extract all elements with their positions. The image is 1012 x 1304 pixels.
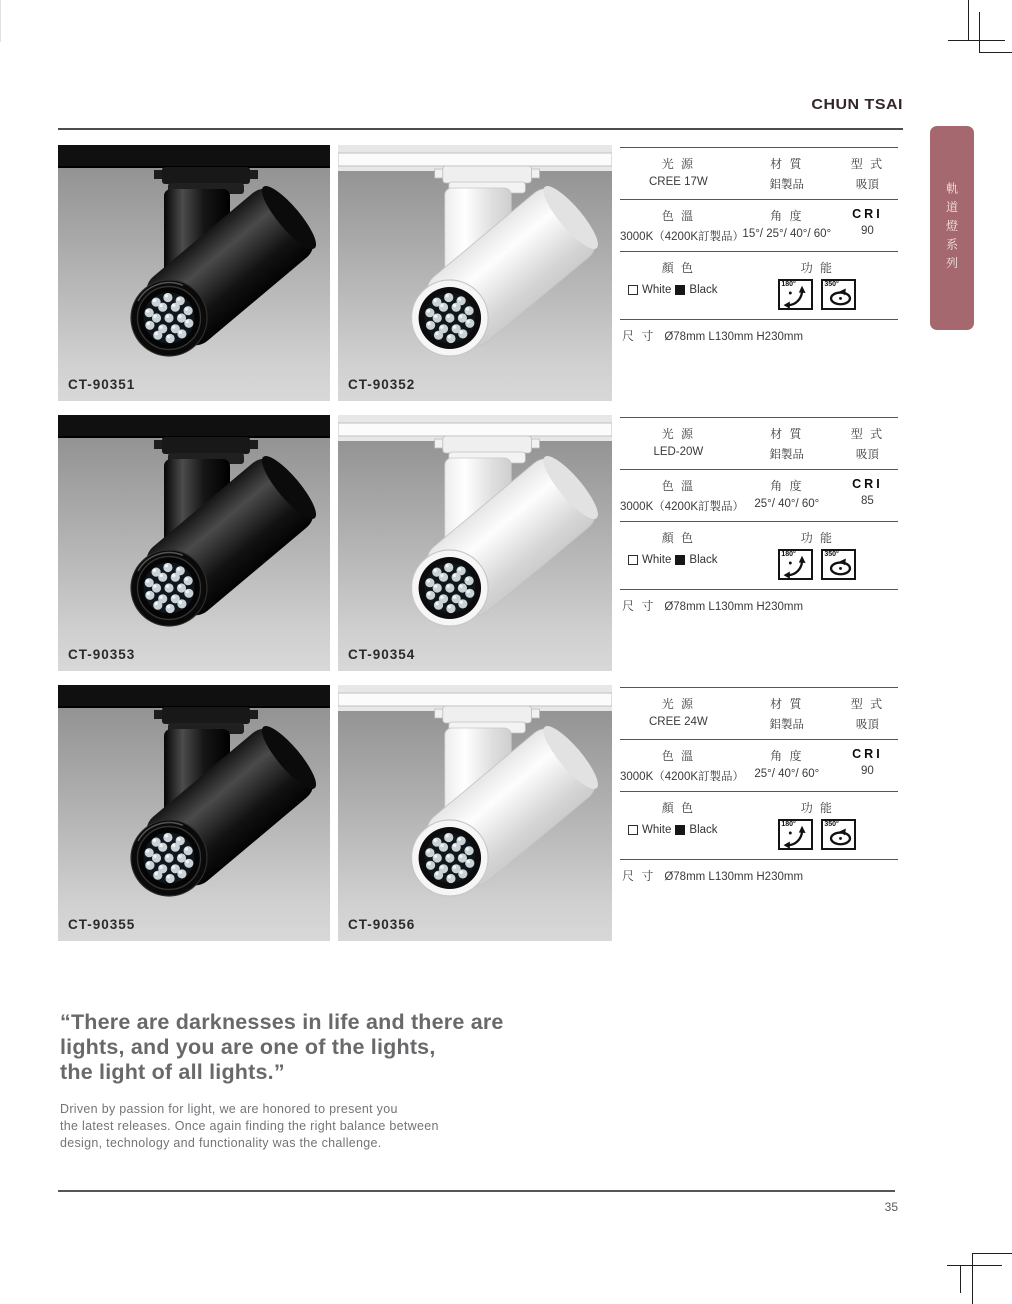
spec-row-dimension [620,860,898,891]
cri-label: CRI [852,747,883,761]
track-light-black-illustration [58,415,330,671]
white-checkbox [628,825,638,835]
quote-body-line: Driven by passion for light, we are honored to present you [60,1102,398,1116]
product-section-3 [0,685,1012,941]
product-photo-black [58,145,330,401]
product-code: CT-90352 [348,377,416,392]
black-label: Black [689,554,718,566]
black-checkbox [675,285,685,295]
color-temp-value: 3000K（4200K訂製品） [620,771,745,783]
crop-mark [972,1253,1012,1254]
quote-body-line: the latest releases. Once again finding the right balance between [60,1119,439,1133]
header-rule [58,128,903,130]
product-code: CT-90351 [68,377,136,392]
spec-row-temp [620,200,898,252]
color-label: 顏 色 [661,801,696,815]
crop-mark [947,1265,1002,1266]
product-section-1 [0,145,1012,401]
form-value: 吸頂 [855,179,879,191]
beam-angle-value: 25°/ 40°/ 60° [754,498,820,510]
black-label: Black [689,824,718,836]
spec-row-dimension [620,320,898,351]
material-label: 材 質 [770,697,804,711]
beam-angle-value: 25°/ 40°/ 60° [754,768,820,780]
black-label: Black [689,284,718,296]
white-label: White [642,824,672,836]
spec-row-dimension [620,590,898,621]
white-checkbox [628,285,638,295]
tilt-degree-label: 180° [781,281,796,288]
page-number: 35 [884,1200,898,1214]
light-source-label: 光 源 [661,427,696,441]
cri-label: CRI [852,477,883,491]
spec-row-source [620,148,898,200]
spec-table [620,687,898,891]
quote-line: “There are darknesses in life and there are [60,1010,504,1034]
dimension-value: Ø78mm L130mm H230mm [664,331,804,343]
color-label: 顏 色 [661,261,696,275]
tilt-180-icon [778,279,813,310]
quote-block [60,1010,620,1152]
spec-row-source [620,418,898,470]
product-photo-white [338,685,612,941]
white-label: White [642,284,672,296]
material-label: 材 質 [770,157,804,171]
product-photo-white [338,415,612,671]
product-code: CT-90356 [348,917,416,932]
product-code: CT-90355 [68,917,136,932]
rotate-350-icon [821,819,856,850]
material-label: 材 質 [770,427,804,441]
dimension-label: 尺 寸 [622,869,656,883]
quote-line: lights, and you are one of the lights, [60,1035,436,1059]
function-label: 功 能 [800,801,835,815]
tilt-degree-label: 180° [781,821,796,828]
color-label: 顏 色 [661,531,696,545]
black-checkbox [675,825,685,835]
track-light-black-illustration [58,685,330,941]
left-edge-mark [0,0,1,42]
light-source-value: CREE 17W [648,176,708,188]
material-value: 鋁製品 [769,179,805,191]
rotate-350-icon [821,279,856,310]
dimension-label: 尺 寸 [622,329,656,343]
form-label: 型 式 [850,697,885,711]
material-value: 鋁製品 [769,719,805,731]
form-label: 型 式 [850,157,885,171]
spec-row-color-function [620,522,898,590]
light-source-value: CREE 24W [648,716,708,728]
quote-line: the light of all lights.” [60,1060,285,1084]
dimension-value: Ø78mm L130mm H230mm [664,871,804,883]
rotate-350-icon [821,549,856,580]
tilt-180-icon [778,819,813,850]
black-checkbox [675,555,685,565]
form-label: 型 式 [850,427,885,441]
rotate-degree-label: 350° [824,821,839,828]
light-source-label: 光 源 [661,697,696,711]
cri-value: 90 [861,225,874,237]
beam-angle-value: 15°/ 25°/ 40°/ 60° [742,228,832,240]
dimension-label: 尺 寸 [622,599,656,613]
brand-logo: CHUN TSAI [811,96,903,113]
form-value: 吸頂 [855,449,879,461]
color-temp-label: 色 溫 [661,209,696,223]
beam-angle-label: 角 度 [770,749,804,763]
track-light-white-illustration [338,685,612,941]
color-temp-label: 色 溫 [661,479,696,493]
color-temp-value: 3000K（4200K訂製品） [620,501,745,513]
crop-mark [960,1265,961,1293]
crop-mark [972,1253,973,1304]
spec-table [620,417,898,621]
spec-row-color-function [620,252,898,320]
product-photo-black [58,415,330,671]
color-temp-value: 3000K（4200K訂製品） [620,231,745,243]
spec-row-temp [620,470,898,522]
cri-value: 90 [861,765,874,777]
rotate-degree-label: 350° [824,281,839,288]
form-value: 吸頂 [855,719,879,731]
crop-mark [979,12,980,53]
crop-mark [979,52,1012,53]
product-code: CT-90353 [68,647,136,662]
track-light-black-illustration [58,145,330,401]
series-tab-label: 軌道燈系列 [944,181,959,275]
product-code: CT-90354 [348,647,416,662]
spec-table [620,147,898,351]
light-source-label: 光 源 [661,157,696,171]
light-source-value: LED-20W [653,446,704,458]
tilt-degree-label: 180° [781,551,796,558]
tilt-180-icon [778,549,813,580]
beam-angle-label: 角 度 [770,479,804,493]
footer-rule [58,1190,895,1192]
beam-angle-label: 角 度 [770,209,804,223]
dimension-value: Ø78mm L130mm H230mm [664,601,804,613]
rotate-degree-label: 350° [824,551,839,558]
crop-mark [968,0,969,40]
product-section-2 [0,415,1012,671]
material-value: 鋁製品 [769,449,805,461]
spec-row-temp [620,740,898,792]
function-label: 功 能 [800,261,835,275]
product-photo-white [338,145,612,401]
cri-label: CRI [852,207,883,221]
spec-row-color-function [620,792,898,860]
product-photo-black [58,685,330,941]
track-light-white-illustration [338,145,612,401]
cri-value: 85 [861,495,874,507]
quote-body-line: design, technology and functionality was the challenge. [60,1136,382,1150]
white-label: White [642,554,672,566]
function-label: 功 能 [800,531,835,545]
crop-mark [948,40,1005,41]
color-temp-label: 色 溫 [661,749,696,763]
white-checkbox [628,555,638,565]
spec-row-source [620,688,898,740]
track-light-white-illustration [338,415,612,671]
